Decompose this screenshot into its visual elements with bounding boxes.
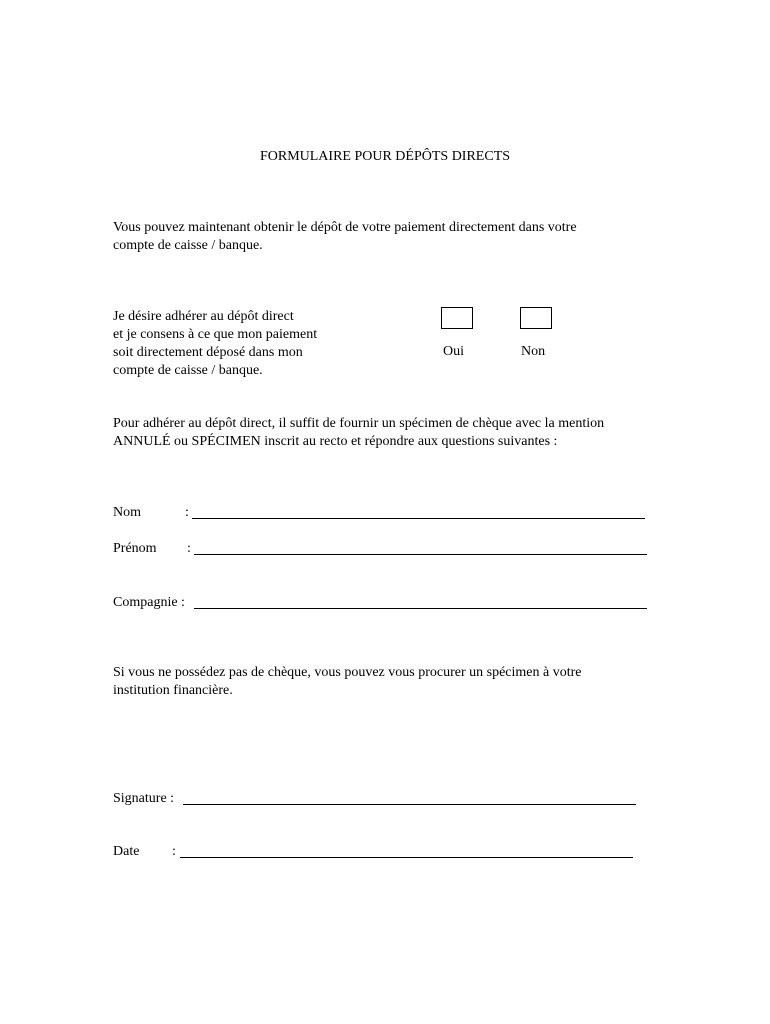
instructions-line: Pour adhérer au dépôt direct, il suffit de fournir un spécimen de chèque avec la mention [113, 416, 605, 431]
compagnie-field[interactable] [194, 608, 647, 609]
signature-field[interactable] [183, 804, 636, 805]
nom-colon: : [185, 505, 189, 520]
nom-label: Nom [113, 505, 141, 520]
prenom-colon: : [187, 541, 191, 556]
non-label: Non [521, 344, 546, 359]
non-checkbox[interactable] [520, 307, 552, 329]
note-line: Si vous ne possédez pas de chèque, vous pouvez vous procurer un spécimen à votre [113, 665, 582, 680]
prenom-field[interactable] [194, 554, 647, 555]
date-label: Date [113, 844, 140, 859]
nom-field[interactable] [192, 518, 645, 519]
compagnie-label: Compagnie : [113, 595, 185, 610]
signature-label: Signature : [113, 791, 175, 806]
consent-line: Je désire adhérer au dépôt direct [113, 309, 294, 324]
intro-line: Vous pouvez maintenant obtenir le dépôt de votre paiement directement dans votre [113, 220, 577, 235]
oui-label: Oui [443, 344, 464, 359]
instructions-line: ANNULÉ ou SPÉCIMEN inscrit au recto et répondre aux questions suivantes : [113, 434, 558, 449]
consent-line: et je consens à ce que mon paiement [113, 327, 318, 342]
prenom-label: Prénom [113, 541, 157, 556]
consent-line: soit directement déposé dans mon [113, 345, 303, 360]
date-colon: : [172, 844, 176, 859]
note-line: institution financière. [113, 683, 233, 698]
page-title: FORMULAIRE POUR DÉPÔTS DIRECTS [259, 149, 511, 164]
intro-line: compte de caisse / banque. [113, 238, 263, 253]
oui-checkbox[interactable] [441, 307, 473, 329]
consent-line: compte de caisse / banque. [113, 363, 263, 378]
date-field[interactable] [180, 857, 633, 858]
